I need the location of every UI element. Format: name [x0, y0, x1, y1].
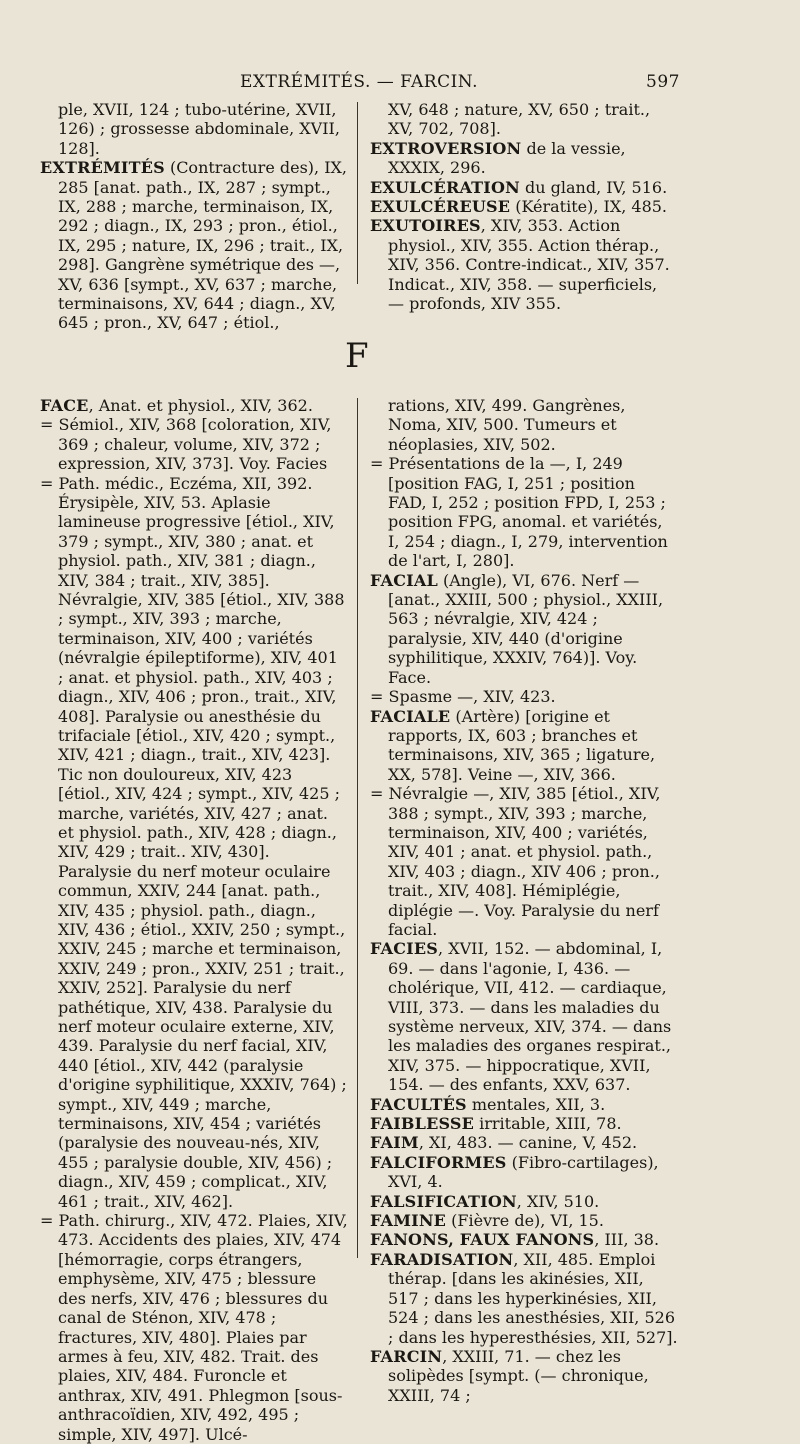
column-bottom-right: [370, 396, 678, 1405]
entry-text: , Anat. et physiol., XIV, 362.: [88, 396, 313, 415]
entry-text: (Fièvre de), VI, 15.: [446, 1211, 604, 1231]
section-letter: F: [345, 336, 369, 376]
entry-headword: FAIBLESSE: [370, 1114, 475, 1134]
entry-text: , XII, 485. Emploi thérap. [dans les akinésies, XII, 517 ; dans les hyperkinésies, XII, 524 ; dans les anesthésies, XII, 526 ; dans les hyperesthésies, XII, 527].: [388, 1249, 678, 1347]
entry-headword: FARADISATION: [370, 1249, 514, 1269]
entry-text: du gland, IV, 516.: [519, 177, 668, 197]
entry-headword: FACIALE: [370, 706, 451, 726]
index-entry: [370, 1095, 678, 1114]
entry-text: de la vessie, XXXIX, 296.: [388, 138, 626, 178]
entry-headword: FACIAL: [370, 570, 438, 590]
entry-headword: FAIM: [370, 1133, 419, 1153]
index-entry: [370, 1192, 678, 1211]
index-entry: [40, 396, 348, 415]
index-entry: [370, 1211, 678, 1230]
entry-text: , XVII, 152. — abdominal, I, 69. — dans l'agonie, I, 436. — cholérique, VII, 412. — cardiaque, VIII, 373. — dans les maladies du système nerveux, XIV, 374. — dans les maladies des organes respirat., XIV, 375. — hippocratique, XVII, 154. — des enfants, XXV, 637.: [388, 939, 672, 1095]
index-entry: [370, 939, 678, 1094]
index-entry: [370, 707, 678, 785]
index-entry: [40, 100, 348, 158]
index-entry: [370, 1250, 678, 1347]
entry-text: = Spasme —, XIV, 423.: [370, 687, 556, 707]
index-entry: [370, 1114, 678, 1133]
entry-text: (Contracture des), IX, 285 [anat. path., IX, 287 ; sympt., IX, 288 ; marche, terminaison, IX, 292 ; diagn., IX, 293 ; pron., étiol., IX, 295 ; nature, IX, 296 ; trait., IX, 298]. Gangrène symétrique des —, XV, 636 [sympt., XV, 637 ; marche, terminaisons, XV, 644 ; diagn., XV, 645 ; pron., XV, 647 ; étiol.,: [58, 158, 348, 333]
entry-text: mentales, XII, 3.: [466, 1094, 606, 1114]
entry-headword: FACULTÉS: [370, 1094, 467, 1114]
index-entry: [370, 1230, 678, 1249]
running-title: EXTRÉMITÉS. — FARCIN.: [240, 72, 478, 92]
column-top-left: [40, 100, 348, 333]
entry-headword: EXTROVERSION: [370, 138, 522, 158]
entry-text: , XXIII, 71. — chez les solipèdes [sympt. (— chronique, XXIII, 74 ;: [388, 1346, 649, 1405]
index-entry: [370, 197, 678, 216]
entry-text: = Névralgie —, XIV, 385 [étiol., XIV, 388 ; sympt., XIV, 393 ; marche, terminaison, XIV, 400 ; variétés, XIV, 401 ; anat. et physiol. path., XIV, 403 ; diagn., XIV 406 ; pron., trait., XIV, 408]. Hémiplégie, diplégie —. Voy. Paralysie du nerf facial.: [370, 784, 661, 939]
index-entry: [370, 216, 678, 313]
index-entry: [370, 1153, 678, 1192]
index-entry: [370, 139, 678, 178]
column-divider-top: [357, 102, 358, 284]
running-header: [40, 72, 680, 102]
index-entry: [370, 178, 678, 197]
entry-text: (Kératite), IX, 485.: [510, 197, 668, 217]
entry-headword: FAMINE: [370, 1211, 447, 1231]
index-entry: [370, 1133, 678, 1152]
entry-headword: EXULCÉRATION: [370, 177, 520, 197]
index-entry: [370, 687, 678, 706]
entry-text: = Sémiol., XIV, 368 [coloration, XIV, 369 ; chaleur, volume, XIV, 372 ; expression, XIV, 373]. Voy. Facies: [40, 415, 332, 474]
entry-headword: FALCIFORMES: [370, 1152, 507, 1172]
entry-text: = Path. médic., Eczéma, XII, 392. Érysipèle, XIV, 53. Aplasie lamineuse progressive [étiol., XIV, 379 ; sympt., XIV, 380 ; anat. et physiol. path., XIV, 381 ; diagn., XIV, 384 ; trait., XIV, 385]. Névralgie, XIV, 385 [étiol., XIV, 388 ; sympt., XIV, 393 ; marche, terminaison, XIV, 400 ; variétés (névralgie épileptiforme), XIV, 401 ; anat. et physiol. path., XIV, 403 ; diagn., XIV, 406 ; pron., trait., XIV, 408]. Paralysie ou anesthésie du trifaciale [étiol., XIV, 420 ; sympt., XIV, 421 ; diagn., trait., XIV, 423]. Tic non douloureux, XIV, 423 [étiol., XIV, 424 ; sympt., XIV, 425 ; marche, variétés, XIV, 427 ; anat. et physiol. path., XIV, 428 ; diagn., XIV, 429 ; trait.. XIV, 430]. Paralysie du nerf moteur oculaire commun, XXIV, 244 [anat. path., XIV, 435 ; physiol. path., diagn., XIV, 436 ; étiol., XXIV, 250 ; sympt., XXIV, 245 ; marche et terminaison, XXIV, 249 ; pron., XXIV, 251 ; trait., XXIV, 252]. Paralysie du nerf pathétique, XIV, 438. Paralysie du nerf moteur oculaire externe, XIV, 439. Paralysie du nerf facial, XIV, 440 [étiol., XIV, 442 (paralysie d'origine syphilitique, XXXIV, 764) ; sympt., XIV, 449 ; marche, terminaisons, XIV, 454 ; variétés (paralysie des nouveau-nés, XIV, 455 ; paralysie double, XIV, 456) ; diagn., XIV, 459 ; complicat., XIV, 461 ; trait., XIV, 462].: [40, 473, 347, 1211]
column-top-right: [370, 100, 678, 313]
entry-text: = Présentations de la —, I, 249 [position FAG, I, 251 ; position FAD, I, 252 ; position FPD, I, 253 ; position FPG, anomal. et variétés, I, 254 ; diagn., I, 279, intervention de l'art, I, 280].: [370, 454, 668, 571]
entry-headword: FACIES: [370, 939, 439, 959]
entry-headword: EXUTOIRES: [370, 216, 481, 236]
entry-headword: FANONS, FAUX FANONS: [370, 1230, 595, 1250]
entry-text: XV, 648 ; nature, XV, 650 ; trait., XV, 702, 708].: [388, 100, 651, 139]
entry-headword: FACE: [40, 396, 89, 415]
index-entry: [370, 100, 678, 139]
entry-text: , XIV, 510.: [516, 1191, 600, 1211]
index-entry: [40, 474, 348, 1211]
entry-text: , III, 38.: [594, 1230, 660, 1250]
entry-headword: EXTRÉMITÉS: [40, 158, 165, 178]
entry-headword: FALSIFICATION: [370, 1191, 517, 1211]
entry-text: = Path. chirurg., XIV, 472. Plaies, XIV, 473. Accidents des plaies, XIV, 474 [hémorragie, corps étrangers, emphysème, XIV, 475 ; blessure des nerfs, XIV, 476 ; blessures du canal de Sténon, XIV, 478 ; fractures, XIV, 480]. Plaies par armes à feu, XIV, 482. Trait. des plaies, XIV, 484. Furoncle et anthrax, XIV, 491. Phlegmon [sous-anthracoïdien, XIV, 492, 495 ; simple, XIV, 497]. Ulcé-: [40, 1211, 348, 1444]
index-entry: [370, 396, 678, 454]
entry-headword: EXULCÉREUSE: [370, 197, 511, 217]
entry-text: irritable, XIII, 78.: [474, 1114, 622, 1134]
index-entry: [370, 454, 678, 570]
entry-text: (Artère) [origine et rapports, IX, 603 ; branches et terminaisons, XIV, 365 ; ligature, XX, 578]. Veine —, XIV, 366.: [388, 706, 656, 784]
entry-text: (Fibro-cartilages), XVI, 4.: [388, 1152, 659, 1192]
entry-text: (Angle), VI, 676. Nerf — [anat., XXIII, 500 ; physiol., XXIII, 563 ; névralgie, XIV, 424 ; paralysie, XIV, 440 (d'origine syphilitique, XXXIV, 764)]. Voy. Face.: [388, 570, 664, 687]
entry-text: , XIV, 353. Action physiol., XIV, 355. Action thérap., XIV, 356. Contre-indicat., XIV, 357. Indicat., XIV, 358. — superficiels, — profonds, XIV 355.: [388, 216, 670, 314]
column-bottom-left: [40, 396, 348, 1444]
index-entry: [370, 784, 678, 939]
index-entry: [370, 571, 678, 687]
entry-headword: FARCIN: [370, 1346, 443, 1366]
column-divider-bottom: [357, 398, 358, 1258]
index-entry: [40, 158, 348, 333]
index-entry: [40, 415, 348, 473]
page-number: 597: [646, 72, 680, 92]
entry-text: rations, XIV, 499. Gangrènes, Noma, XIV, 500. Tumeurs et néoplasies, XIV, 502.: [388, 396, 626, 454]
entry-text: ple, XVII, 124 ; tubo-utérine, XVII, 126) ; grossesse abdominale, XVII, 128].: [58, 100, 340, 158]
index-entry: [370, 1347, 678, 1405]
entry-text: , XI, 483. — canine, V, 452.: [418, 1133, 638, 1153]
